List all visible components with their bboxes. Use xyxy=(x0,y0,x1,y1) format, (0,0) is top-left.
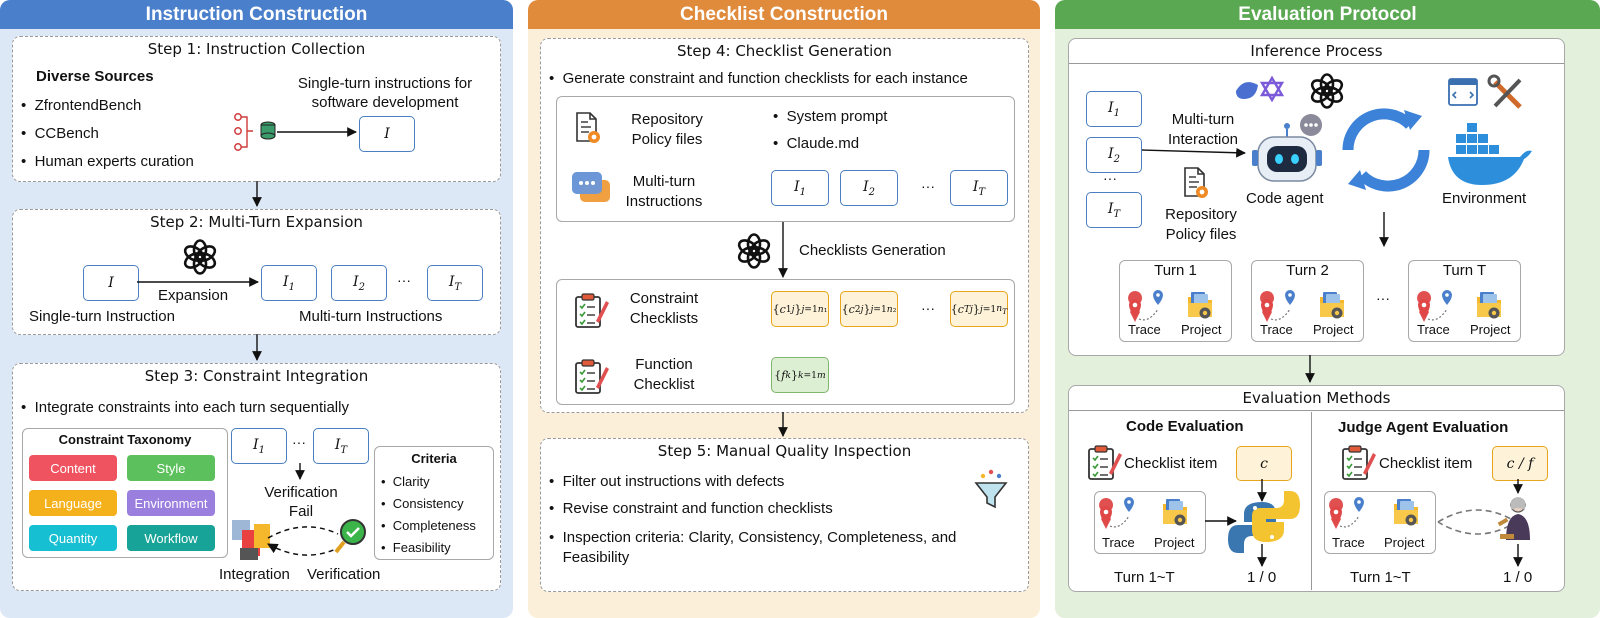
repo-item: • System prompt xyxy=(773,108,888,125)
repo-item: • Claude.md xyxy=(773,135,860,152)
project-folder-icon xyxy=(1163,499,1187,526)
single-turn-label: Single-turn Instruction xyxy=(29,308,175,325)
trace-label: Trace xyxy=(1260,322,1293,337)
judge-eval-title: Judge Agent Evaluation xyxy=(1338,419,1509,436)
checklist-clipboard-icon xyxy=(1343,446,1376,479)
project-label: Project xyxy=(1181,322,1222,337)
multi-turn-instructions-label: Multi-turn Instructions xyxy=(625,173,703,210)
tag-content: Content xyxy=(29,455,117,481)
step3-turn-box: $I_T$ xyxy=(313,428,369,464)
code-turn-range: Turn 1~T xyxy=(1114,569,1175,586)
checklists-generation-label: Checklists Generation xyxy=(799,242,946,259)
source-item: • ZfrontendBench xyxy=(21,97,142,114)
project-folder-icon xyxy=(1320,292,1344,319)
verification-fail-label: Verification Fail xyxy=(264,484,338,520)
inference-repo-label: Repository Policy files xyxy=(1165,206,1237,243)
tag-quantity: Quantity xyxy=(29,525,117,551)
model-logos-icon xyxy=(1236,78,1282,100)
expansion-label: Expansion xyxy=(158,287,229,304)
step4-ellipsis: ··· xyxy=(921,178,935,194)
criteria-item: • Feasibility xyxy=(381,540,451,555)
source-item: • Human experts curation xyxy=(21,153,194,170)
trace-pin-icon xyxy=(1260,290,1295,322)
constraint-checklists-label: Constraint Checklists xyxy=(629,290,699,327)
code-window-icon xyxy=(1449,79,1477,105)
criteria-title: Criteria xyxy=(411,451,457,466)
step3-turn-box: $I_1$ xyxy=(231,428,287,464)
project-label: Project xyxy=(1154,535,1195,550)
code-eval-title: Code Evaluation xyxy=(1126,418,1244,435)
trace-label: Trace xyxy=(1102,535,1135,550)
tag-style: Style xyxy=(127,455,215,481)
criteria-item: • Clarity xyxy=(381,474,430,489)
code-item-box: c xyxy=(1236,446,1292,481)
checklist-clipboard-icon xyxy=(1089,446,1122,479)
project-label: Project xyxy=(1313,322,1354,337)
judge-icon xyxy=(1498,497,1530,540)
verification-label: Verification xyxy=(307,566,381,583)
repository-file-icon xyxy=(1185,168,1208,198)
inference-turn-box: $I_1$ xyxy=(1086,91,1142,127)
robot-icon xyxy=(1252,114,1322,181)
methods-title: Evaluation Methods xyxy=(1069,389,1564,411)
judge-checklist-label: Checklist item xyxy=(1379,455,1473,472)
code-result: 1 / 0 xyxy=(1247,569,1277,586)
constraint-checklist-box: { c 1 j } j=1 n₁ xyxy=(771,291,829,327)
step1-instruction-box: I xyxy=(359,116,415,152)
step1-title: Step 1: Instruction Collection xyxy=(147,40,366,58)
trace-label: Trace xyxy=(1332,535,1365,550)
turn-label: Turn 1 xyxy=(1154,262,1197,279)
step2-single-box: I xyxy=(83,265,139,301)
function-clipboard-icon xyxy=(576,360,609,393)
repo-policy-label: Repository Policy files xyxy=(631,111,703,148)
project-folder-icon xyxy=(1477,292,1501,319)
environment-label: Environment xyxy=(1442,190,1527,207)
step2-turn-box: $I_T$ xyxy=(427,265,483,301)
step4-title: Step 4: Checklist Generation xyxy=(677,42,892,60)
step5-bullet: • Inspection criteria: Clarity, Consistency, Completeness, and Feasibility xyxy=(549,529,957,566)
turn-label: Turn T xyxy=(1442,262,1487,279)
project-folder-icon xyxy=(1394,499,1418,526)
project-folder-icon xyxy=(1188,292,1212,319)
filter-funnel-icon xyxy=(976,470,1006,507)
step5-bullet: • Revise constraint and function checklists xyxy=(549,500,833,517)
tag-environment: Environment xyxy=(127,490,215,516)
project-label: Project xyxy=(1384,535,1425,550)
turn-label: Turn 2 xyxy=(1286,262,1329,279)
trace-pin-icon xyxy=(1329,497,1364,529)
inference-title: Inference Process xyxy=(1069,42,1564,64)
project-label: Project xyxy=(1470,322,1511,337)
function-checklist-box: { f k } k=1 m xyxy=(771,357,829,393)
criteria-item: • Consistency xyxy=(381,496,464,511)
inference-turn-box: $I_T$ xyxy=(1086,192,1142,228)
tools-icon xyxy=(1489,76,1520,107)
inference-turn-box: $I_2$ xyxy=(1086,137,1142,173)
llm-logo-icon xyxy=(737,235,772,268)
evaluation-panel-header: Evaluation Protocol xyxy=(1055,0,1600,29)
source-item: • CCBench xyxy=(21,125,99,142)
multi-turn-label: Multi-turn Instructions xyxy=(299,308,443,325)
step3-bullet: • Integrate constraints into each turn sequentially xyxy=(21,399,349,416)
step3-ellipsis: ··· xyxy=(292,434,306,450)
step5-title: Step 5: Manual Quality Inspection xyxy=(657,442,912,460)
trace-pin-icon xyxy=(1128,290,1163,322)
sources-to-db-icon xyxy=(235,114,356,150)
trace-pin-icon xyxy=(1099,497,1134,529)
constraint-checklist-box: { c T j } j=1 $n_T$ xyxy=(950,291,1008,327)
verification-check-icon xyxy=(336,520,365,552)
puzzle-icon xyxy=(232,520,270,560)
constraint-ellipsis: ··· xyxy=(921,300,935,316)
judge-turn-range: Turn 1~T xyxy=(1350,569,1411,586)
trace-label: Trace xyxy=(1128,322,1161,337)
criteria-item: • Completeness xyxy=(381,518,476,533)
repository-file-icon xyxy=(577,113,600,143)
llm-logo-icon xyxy=(183,241,218,274)
docker-whale-icon xyxy=(1448,123,1532,185)
sources-title: Diverse Sources xyxy=(36,68,154,85)
step5-bullet: • Filter out instructions with defects xyxy=(549,473,785,490)
step4-turn-box: $I_1$ xyxy=(771,170,829,206)
judge-result: 1 / 0 xyxy=(1503,569,1533,586)
step2-ellipsis: ··· xyxy=(397,272,411,288)
step3-title: Step 3: Constraint Integration xyxy=(144,367,369,385)
step1-desc: Single-turn instructions for software development xyxy=(297,75,473,111)
step2-turn-box: $I_2$ xyxy=(331,265,387,301)
step4-turn-box: $I_T$ xyxy=(950,170,1008,206)
constraint-clipboard-icon xyxy=(576,294,609,327)
step4-turn-box: $I_2$ xyxy=(840,170,898,206)
sync-cycle-icon xyxy=(1348,110,1424,190)
function-checklist-label: Function Checklist xyxy=(633,356,695,393)
code-checklist-label: Checklist item xyxy=(1124,455,1218,472)
code-agent-label: Code agent xyxy=(1246,190,1324,207)
constraint-checklist-box: { c 2 j } j=1 n₂ xyxy=(840,291,898,327)
chat-bubbles-icon xyxy=(572,172,610,202)
python-logo-icon xyxy=(1228,491,1300,553)
turns-ellipsis: ··· xyxy=(1376,290,1390,306)
llm-logo-icon xyxy=(1310,75,1345,108)
inference-ellipsis: ··· xyxy=(1103,170,1117,186)
step2-title: Step 2: Multi-Turn Expansion xyxy=(150,213,363,231)
step4-bullet: • Generate constraint and function checklists for each instance xyxy=(549,70,968,87)
taxonomy-title: Constraint Taxonomy xyxy=(58,432,192,447)
tag-language: Language xyxy=(29,490,117,516)
checklist-panel-header: Checklist Construction xyxy=(528,0,1040,29)
instruction-panel-header: Instruction Construction xyxy=(0,0,513,29)
trace-pin-icon xyxy=(1417,290,1452,322)
integration-label: Integration xyxy=(219,566,290,583)
step2-turn-box: $I_1$ xyxy=(261,265,317,301)
tag-workflow: Workflow xyxy=(127,525,215,551)
interaction-label: Multi-turn Interaction xyxy=(1167,111,1239,148)
judge-item-box: c / f xyxy=(1492,446,1548,481)
trace-label: Trace xyxy=(1417,322,1450,337)
